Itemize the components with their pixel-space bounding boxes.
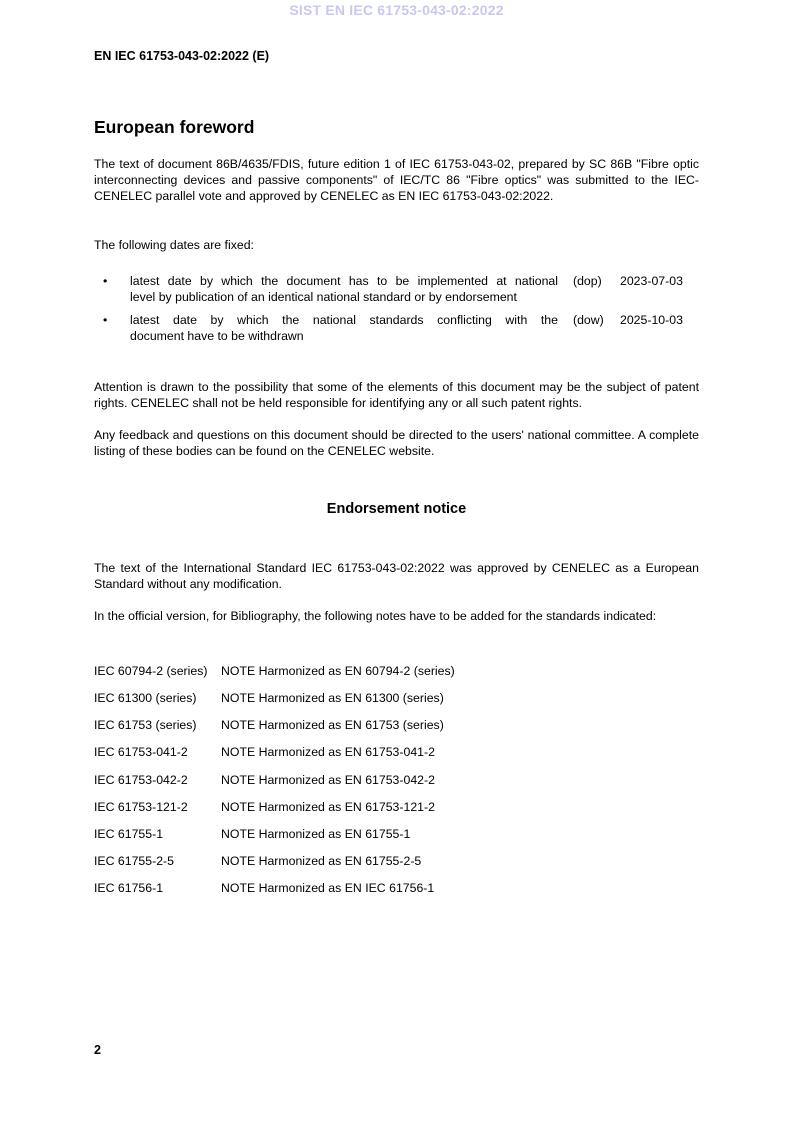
foreword-paragraph-1: The text of document 86B/4635/FDIS, future edition 1 of IEC 61753-043-02, prepared by SC 86B "Fibre optic interconnecting devices and passive components" of IEC/TC 86 "Fibre optics" was submitted to the IEC-CENELEC parallel vote and approved by CENELEC as EN IEC 61753-043-02:2022. bbox=[94, 157, 699, 203]
note-ref: IEC 61753-121-2 bbox=[94, 800, 188, 814]
note-ref: IEC 61300 (series) bbox=[94, 691, 197, 705]
note-text: NOTE Harmonized as EN 61300 (series) bbox=[221, 691, 444, 705]
foreword-paragraph-2: The following dates are fixed: bbox=[94, 238, 254, 252]
note-ref: IEC 61753-042-2 bbox=[94, 773, 188, 787]
note-ref: IEC 61755-1 bbox=[94, 827, 164, 841]
note-text: NOTE Harmonized as EN 61755-1 bbox=[221, 827, 411, 841]
date-code: (dop) bbox=[573, 274, 602, 288]
foreword-title: European foreword bbox=[94, 117, 255, 137]
note-ref: IEC 61756-1 bbox=[94, 881, 164, 895]
date-value: 2023-07-03 bbox=[620, 274, 683, 288]
note-ref: IEC 61755-2-5 bbox=[94, 854, 174, 868]
note-text: NOTE Harmonized as EN 60794-2 (series) bbox=[221, 664, 455, 678]
date-item-text-line1: latest date by which the document has to be implemented at national bbox=[130, 274, 558, 288]
endorsement-paragraph-1: The text of the International Standard IEC 61753-043-02:2022 was approved by CENELEC as a European Standard without any modification. bbox=[94, 561, 699, 591]
date-item-text-line2: level by publication of an identical national standard or by endorsement bbox=[130, 290, 517, 304]
note-text: NOTE Harmonized as EN 61753-042-2 bbox=[221, 773, 435, 787]
note-text: NOTE Harmonized as EN 61755-2-5 bbox=[221, 854, 422, 868]
date-item-text-line1: latest date by which the national standards conflicting with the bbox=[130, 313, 558, 327]
date-value: 2025-10-03 bbox=[620, 313, 683, 327]
document-header: EN IEC 61753-043-02:2022 (E) bbox=[94, 49, 270, 63]
note-ref: IEC 60794-2 (series) bbox=[94, 664, 208, 678]
date-item-text-line2: document have to be withdrawn bbox=[130, 329, 304, 343]
note-text: NOTE Harmonized as EN IEC 61756-1 bbox=[221, 881, 435, 895]
watermark: SIST EN IEC 61753-043-02:2022 bbox=[289, 2, 504, 18]
foreword-paragraph-4: Any feedback and questions on this document should be directed to the users' national committee. A complete listing of these bodies can be found on the CENELEC website. bbox=[94, 428, 699, 458]
endorsement-paragraph-2: In the official version, for Bibliography, the following notes have to be added for the standards indicated: bbox=[94, 609, 657, 623]
note-text: NOTE Harmonized as EN 61753-121-2 bbox=[221, 800, 435, 814]
note-text: NOTE Harmonized as EN 61753-041-2 bbox=[221, 745, 435, 759]
endorsement-title: Endorsement notice bbox=[326, 501, 467, 517]
bullet-dot: • bbox=[103, 313, 108, 327]
note-ref: IEC 61753 (series) bbox=[94, 718, 197, 732]
foreword-paragraph-3: Attention is drawn to the possibility that some of the elements of this document may be the subject of patent rights. CENELEC shall not be held responsible for identifying any or all such patent rights. bbox=[94, 380, 699, 410]
date-code: (dow) bbox=[573, 313, 604, 327]
page-number: 2 bbox=[94, 1043, 101, 1057]
note-ref: IEC 61753-041-2 bbox=[94, 745, 188, 759]
bullet-dot: • bbox=[103, 274, 108, 288]
note-text: NOTE Harmonized as EN 61753 (series) bbox=[221, 718, 444, 732]
